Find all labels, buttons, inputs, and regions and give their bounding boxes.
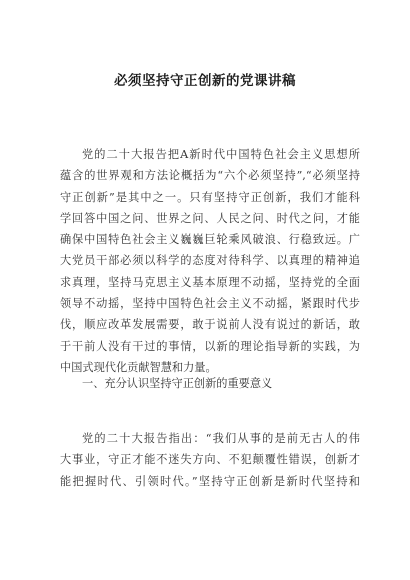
paragraph-line: 党的二十大报告把A新时代中国特色社会主义思想所 [82, 148, 360, 161]
paragraph-line: 学回答中国之问、世界之问、人民之问、时代之问，才能 [60, 211, 360, 225]
paragraph-line: 于干前人没有干过的事情，以新的理论指导新的实践，为 [60, 339, 360, 353]
paragraph-line: 确保中国特色社会主义巍巍巨轮乘风破浪、行稳致远。广 [60, 233, 360, 247]
paragraph-line: 大事业，守正才能不迷失方向、不犯颠覆性错误，创新才 [60, 453, 360, 467]
paragraph-line: 求真理，坚持马克思主义基本原理不动摇，坚持党的全面 [60, 275, 360, 289]
paragraph-line: 能把握时代、引领时代。”坚持守正创新是新时代坚持和 [60, 474, 360, 488]
paragraph-section1 [60, 428, 360, 492]
paragraph-intro [60, 144, 360, 378]
paragraph-line: 蕴含的世界观和方法论概括为“六个必须坚持”,“必须坚持 [60, 169, 360, 183]
paragraph-line: 伐，顺应改革发展需要，敢于说前人没有说过的新话，敢 [60, 318, 360, 332]
paragraph-line: 党的二十大报告指出：“我们从事的是前无古人的伟 [82, 432, 360, 445]
paragraph-line: 大党员干部必须以科学的态度对待科学、以真理的精神追 [60, 254, 360, 268]
paragraph-line: 中国式现代化贡献智慧和力量。 [60, 360, 217, 374]
paragraph-line: 领导不动摇，坚持中国特色社会主义不动摇，紧跟时代步 [60, 297, 360, 311]
document-title: 必须坚持守正创新的党课讲稿 [114, 73, 296, 89]
paragraph-line: 守正创新”是其中之一。只有坚持守正创新，我们才能科 [60, 190, 360, 204]
section-heading: 一、充分认识坚持守正创新的重要意义 [82, 377, 273, 390]
